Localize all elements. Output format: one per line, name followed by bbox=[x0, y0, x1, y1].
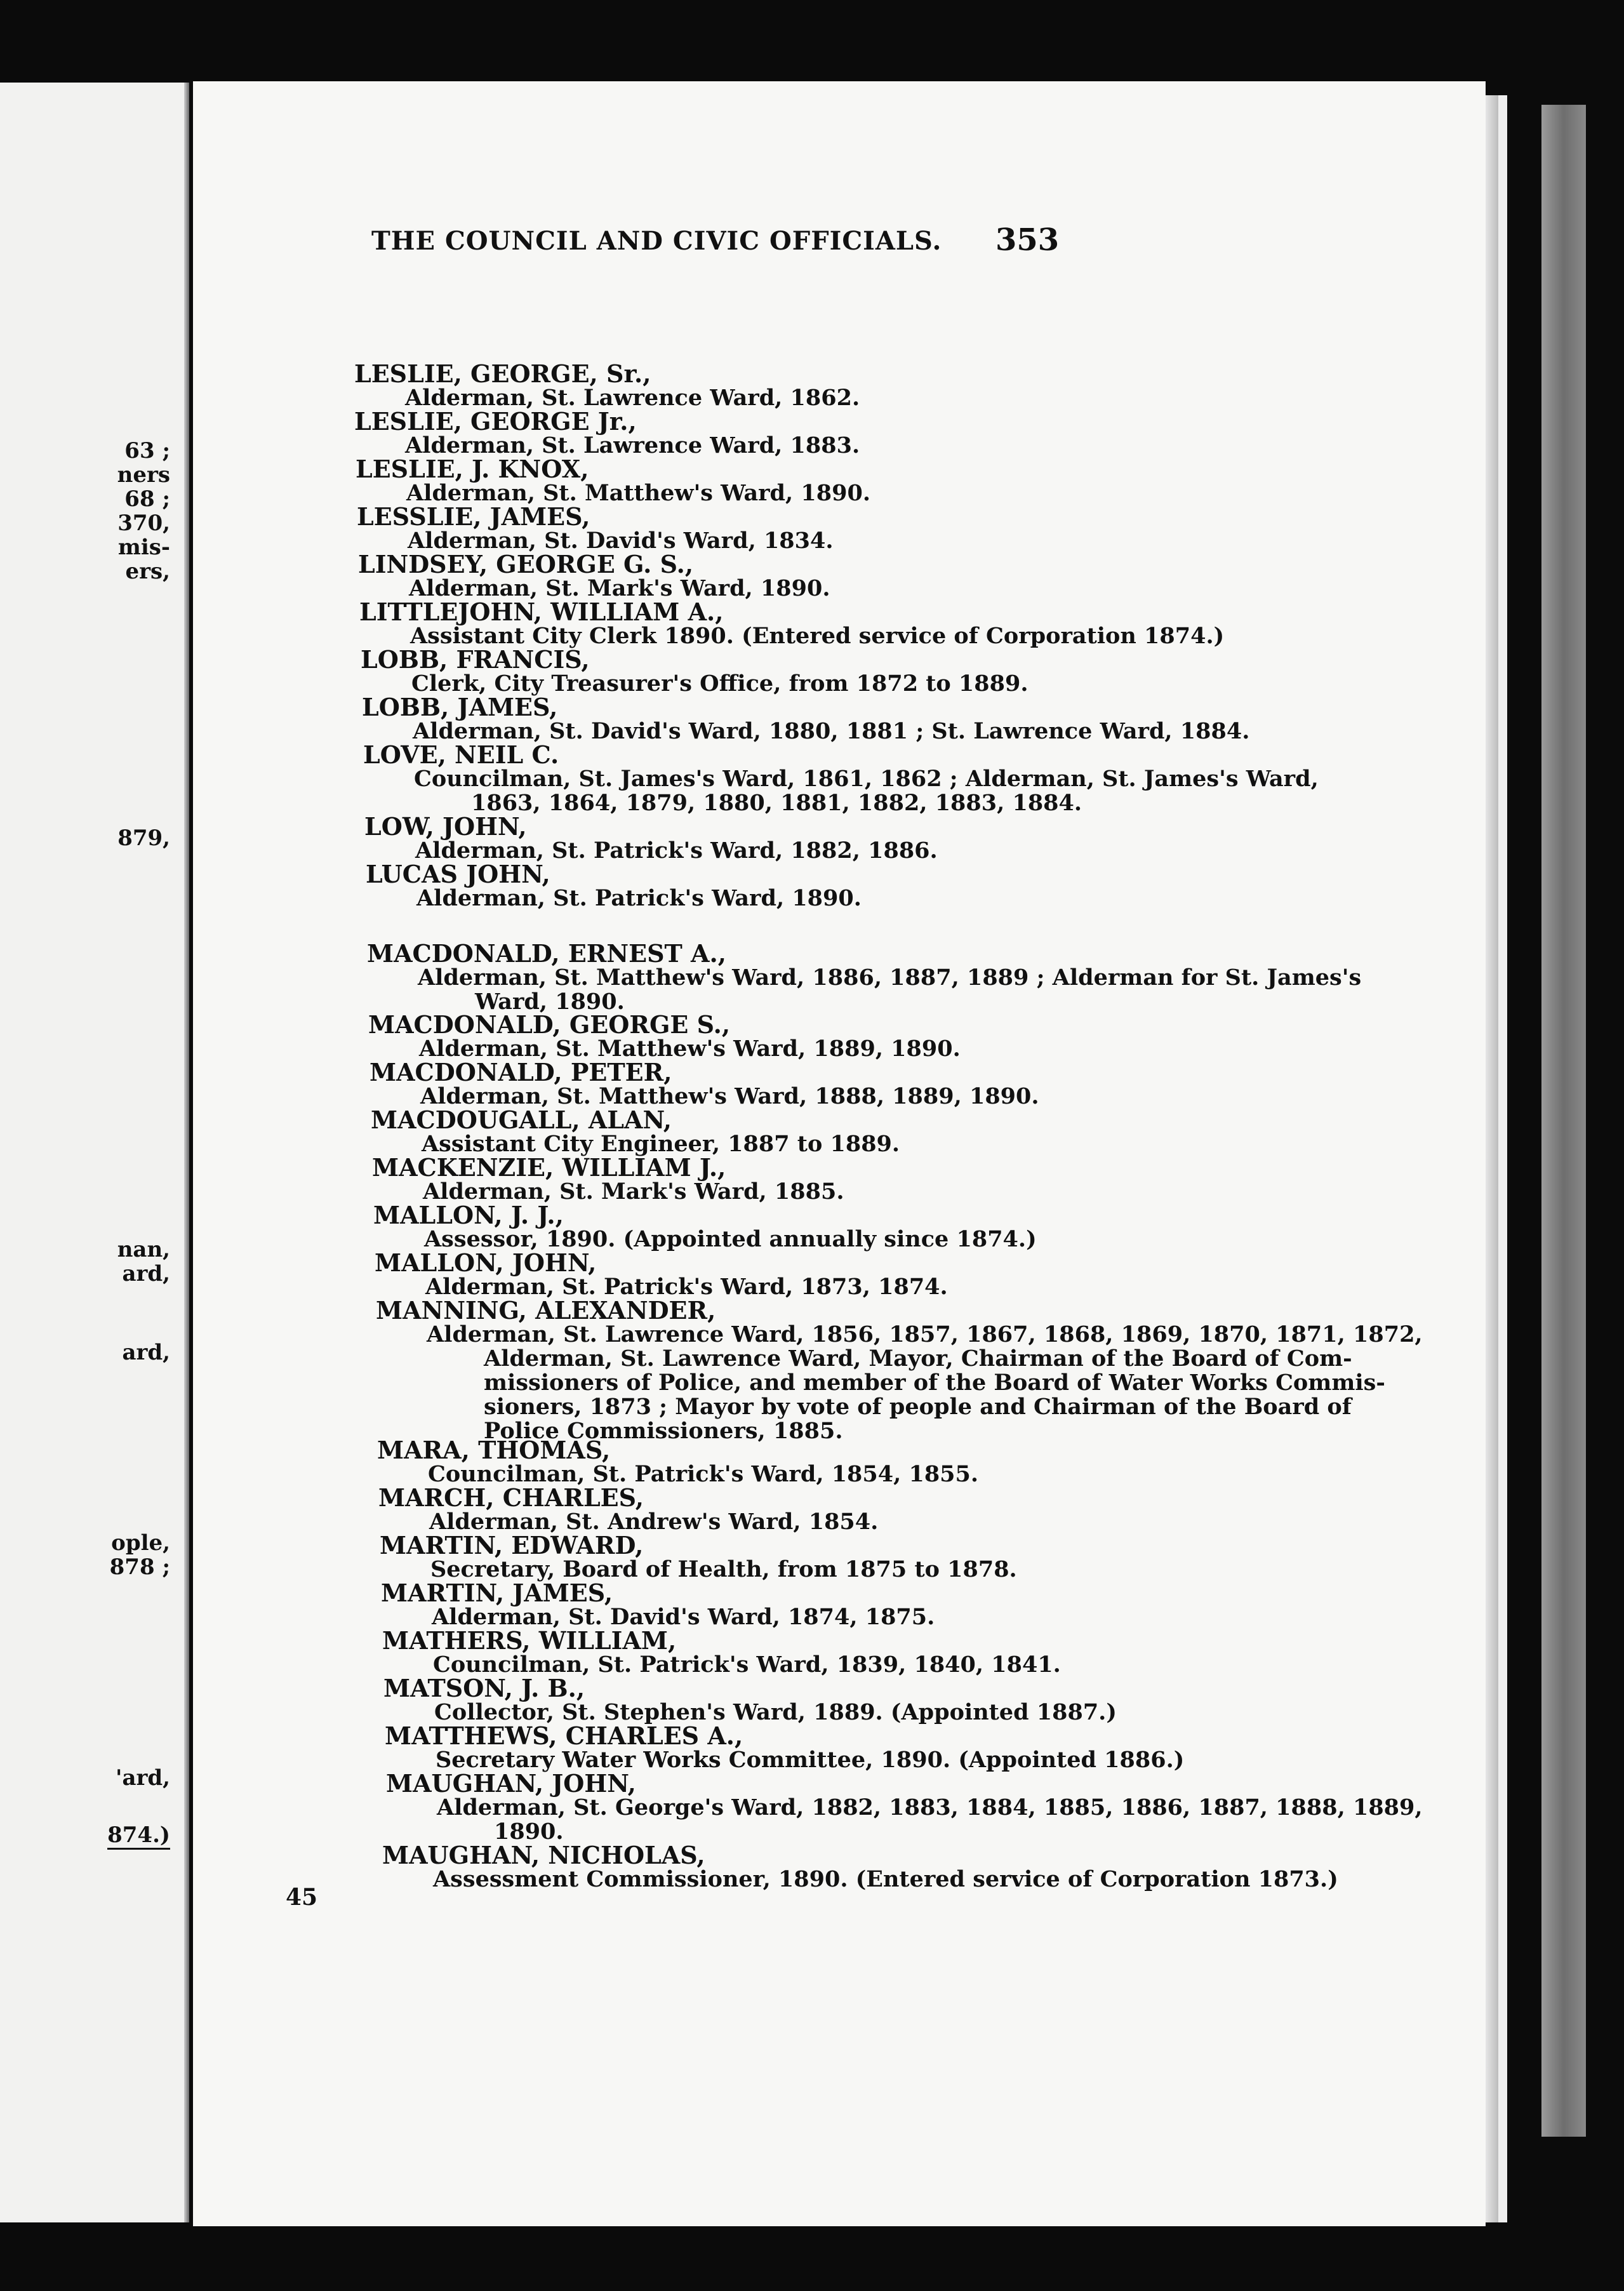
entry-name: LITTLEJOHN, WILLIAM A., bbox=[359, 598, 724, 626]
entry-detail: Assistant City Engineer, 1887 to 1889. bbox=[422, 1131, 900, 1157]
page-number: 353 bbox=[995, 222, 1060, 258]
facing-page-text-fragment: nan, bbox=[117, 1237, 170, 1262]
directory-entry bbox=[372, 1153, 844, 1205]
facing-page-text-fragment: 68 ; bbox=[124, 486, 170, 512]
facing-page-text-fragment: ard, bbox=[122, 1340, 170, 1365]
entry-detail: Assistant City Clerk 1890. (Entered service of Corporation 1874.) bbox=[410, 623, 1225, 649]
directory-entry bbox=[382, 1843, 1338, 1892]
directory-entry bbox=[385, 1721, 1185, 1773]
entry-name: LOW, JOHN, bbox=[364, 812, 527, 841]
directory-entry bbox=[375, 1248, 948, 1300]
entry-detail: Alderman, St. Mark's Ward, 1885. bbox=[423, 1179, 844, 1205]
entry-name: LESLIE, J. KNOX, bbox=[356, 455, 589, 483]
directory-entry bbox=[358, 552, 830, 601]
directory-entry bbox=[380, 1533, 1017, 1582]
entry-name: MARTIN, EDWARD, bbox=[380, 1531, 644, 1560]
entry-detail: Councilman, St. Patrick's Ward, 1839, 1840, 1841. bbox=[433, 1652, 1061, 1678]
facing-page-text-fragment: ners bbox=[117, 462, 170, 488]
directory-entry bbox=[367, 939, 1362, 1015]
entry-detail: Alderman, St. David's Ward, 1880, 1881 ; St. Lawrence Ward, 1884. bbox=[413, 718, 1250, 744]
directory-entry bbox=[354, 359, 860, 411]
directory-entry bbox=[371, 1105, 900, 1157]
directory-entry bbox=[381, 1581, 935, 1629]
entry-name: LOBB, JAMES, bbox=[362, 693, 558, 721]
entry-name: MAUGHAN, JOHN, bbox=[386, 1769, 636, 1798]
entry-name: MACDONALD, ERNEST A., bbox=[367, 939, 726, 968]
directory-entry bbox=[359, 600, 1224, 648]
entry-detail: Alderman, St. Matthew's Ward, 1890. bbox=[406, 480, 871, 506]
entry-name: LESLIE, GEORGE Jr., bbox=[354, 407, 637, 436]
entry-name: MACDONALD, PETER, bbox=[369, 1058, 672, 1086]
directory-entry bbox=[366, 862, 862, 911]
entry-detail: 1890. bbox=[494, 1819, 564, 1845]
entry-detail: Alderman, St. Patrick's Ward, 1882, 1886. bbox=[415, 838, 938, 864]
entry-detail: Alderman, St. Andrew's Ward, 1854. bbox=[429, 1509, 879, 1535]
directory-entry bbox=[362, 695, 1249, 744]
entry-name: MATHERS, WILLIAM, bbox=[382, 1626, 677, 1655]
entry-name: MARCH, CHARLES, bbox=[378, 1483, 644, 1512]
entry-detail: Collector, St. Stephen's Ward, 1889. (Appointed 1887.) bbox=[434, 1699, 1117, 1725]
entry-name: LOBB, FRANCIS, bbox=[361, 645, 590, 674]
entry-name: MARA, THOMAS, bbox=[377, 1436, 611, 1464]
facing-page-text-fragment: 874.) bbox=[107, 1822, 170, 1850]
directory-entry bbox=[373, 1203, 1037, 1252]
entry-detail: Alderman, St. David's Ward, 1874, 1875. bbox=[432, 1604, 935, 1630]
entry-name: MACDONALD, GEORGE S., bbox=[368, 1010, 731, 1039]
directory-entry bbox=[369, 1060, 1039, 1109]
entry-name: MANNING, ALEXANDER, bbox=[376, 1296, 716, 1325]
entry-detail: Alderman, St. David's Ward, 1834. bbox=[408, 528, 834, 554]
directory-entry bbox=[363, 740, 1319, 816]
facing-page-text-fragment: ople, bbox=[111, 1530, 170, 1556]
entry-name: LINDSEY, GEORGE G. S., bbox=[358, 550, 694, 578]
entry-detail: Alderman, St. Lawrence Ward, 1856, 1857, 1867, 1868, 1869, 1870, 1871, 1872, bbox=[427, 1321, 1423, 1347]
directory-entry bbox=[361, 645, 1028, 697]
entry-detail: missioners of Police, and member of the Board of Water Works Commis- bbox=[484, 1370, 1385, 1396]
entry-name: LESLIE, GEORGE, Sr., bbox=[354, 359, 651, 388]
entry-name: MACKENZIE, WILLIAM J., bbox=[372, 1153, 726, 1182]
entry-detail: Alderman, St. Matthew's Ward, 1889, 1890. bbox=[419, 1036, 961, 1062]
entry-detail: Alderman, St. Matthew's Ward, 1888, 1889, 1890. bbox=[420, 1083, 1039, 1109]
book-edge-shadow bbox=[1541, 105, 1586, 2137]
directory-entry bbox=[368, 1010, 961, 1062]
entry-detail: Assessment Commissioner, 1890. (Entered service of Corporation 1873.) bbox=[433, 1866, 1338, 1892]
entry-detail: Alderman, St. Mark's Ward, 1890. bbox=[409, 575, 830, 601]
entry-detail: Councilman, St. James's Ward, 1861, 1862 ; Alderman, St. James's Ward, bbox=[414, 766, 1319, 792]
facing-page-text-fragment: ers, bbox=[125, 559, 170, 584]
entry-name: MARTIN, JAMES, bbox=[381, 1579, 613, 1607]
facing-page-text-fragment: 63 ; bbox=[124, 438, 170, 464]
directory-entry bbox=[386, 1769, 1423, 1845]
directory-entry bbox=[383, 1676, 1117, 1725]
entry-detail: Alderman, St. Patrick's Ward, 1873, 1874. bbox=[425, 1274, 948, 1300]
entry-name: MALLON, J. J., bbox=[373, 1201, 564, 1229]
directory-entry bbox=[382, 1626, 1061, 1678]
entry-name: MATSON, J. B., bbox=[383, 1674, 585, 1702]
entry-name: MACDOUGALL, ALAN, bbox=[371, 1105, 672, 1134]
entry-detail: Secretary, Board of Health, from 1875 to 1878. bbox=[430, 1556, 1017, 1582]
entry-detail: Alderman, St. Matthew's Ward, 1886, 1887, 1889 ; Alderman for St. James's bbox=[418, 965, 1362, 991]
entry-name: MALLON, JOHN, bbox=[375, 1248, 597, 1277]
directory-entry bbox=[378, 1483, 879, 1535]
entry-detail: Police Commissioners, 1885. bbox=[484, 1418, 843, 1444]
entry-name: MATTHEWS, CHARLES A., bbox=[385, 1721, 743, 1750]
entry-detail: Alderman, St. Patrick's Ward, 1890. bbox=[416, 885, 862, 911]
directory-entry bbox=[357, 502, 834, 554]
directory-entry bbox=[356, 457, 870, 505]
entry-detail: sioners, 1873 ; Mayor by vote of people and Chairman of the Board of bbox=[484, 1394, 1352, 1420]
entry-name: MAUGHAN, NICHOLAS, bbox=[382, 1841, 705, 1869]
running-title: THE COUNCIL AND CIVIC OFFICIALS. bbox=[371, 226, 942, 256]
directory-entry bbox=[364, 812, 938, 864]
entry-name: LOVE, NEIL C. bbox=[363, 740, 559, 769]
facing-page-text-fragment: 'ard, bbox=[116, 1765, 170, 1791]
directory-entry bbox=[376, 1296, 1423, 1444]
facing-page-text-fragment: 370, bbox=[117, 511, 170, 536]
page-edge bbox=[1486, 95, 1498, 2222]
facing-page-left bbox=[0, 83, 189, 2222]
facing-page-text-fragment: ard, bbox=[122, 1261, 170, 1286]
entry-name: LESSLIE, JAMES, bbox=[357, 502, 590, 531]
directory-entry bbox=[377, 1438, 978, 1486]
book-spine bbox=[184, 83, 189, 2222]
entry-detail: Alderman, St. Lawrence Ward, Mayor, Chairman of the Board of Com- bbox=[484, 1346, 1352, 1372]
entry-detail: Clerk, City Treasurer's Office, from 1872 to 1889. bbox=[411, 671, 1028, 697]
directory-entry bbox=[354, 407, 860, 458]
facing-page-text-fragment: mis- bbox=[117, 535, 170, 560]
page-edge bbox=[1498, 95, 1507, 2222]
facing-page-text-fragment: 879, bbox=[117, 825, 170, 851]
entry-detail: Councilman, St. Patrick's Ward, 1854, 1855. bbox=[428, 1461, 979, 1487]
entry-detail: Alderman, St. George's Ward, 1882, 1883, 1884, 1885, 1886, 1887, 1888, 1889, bbox=[437, 1794, 1423, 1820]
entry-detail: 1863, 1864, 1879, 1880, 1881, 1882, 1883, 1884. bbox=[471, 790, 1082, 816]
entry-detail: Ward, 1890. bbox=[475, 989, 625, 1015]
entry-detail: Assessor, 1890. (Appointed annually since 1874.) bbox=[424, 1226, 1037, 1252]
facing-page-text-fragment: 878 ; bbox=[109, 1554, 170, 1580]
entry-name: LUCAS JOHN, bbox=[366, 860, 550, 888]
entry-detail: Secretary Water Works Committee, 1890. (Appointed 1886.) bbox=[436, 1747, 1185, 1773]
signature-mark: 45 bbox=[286, 1884, 318, 1911]
entry-detail: Alderman, St. Lawrence Ward, 1862. bbox=[405, 385, 860, 411]
entry-detail: Alderman, St. Lawrence Ward, 1883. bbox=[405, 432, 860, 458]
